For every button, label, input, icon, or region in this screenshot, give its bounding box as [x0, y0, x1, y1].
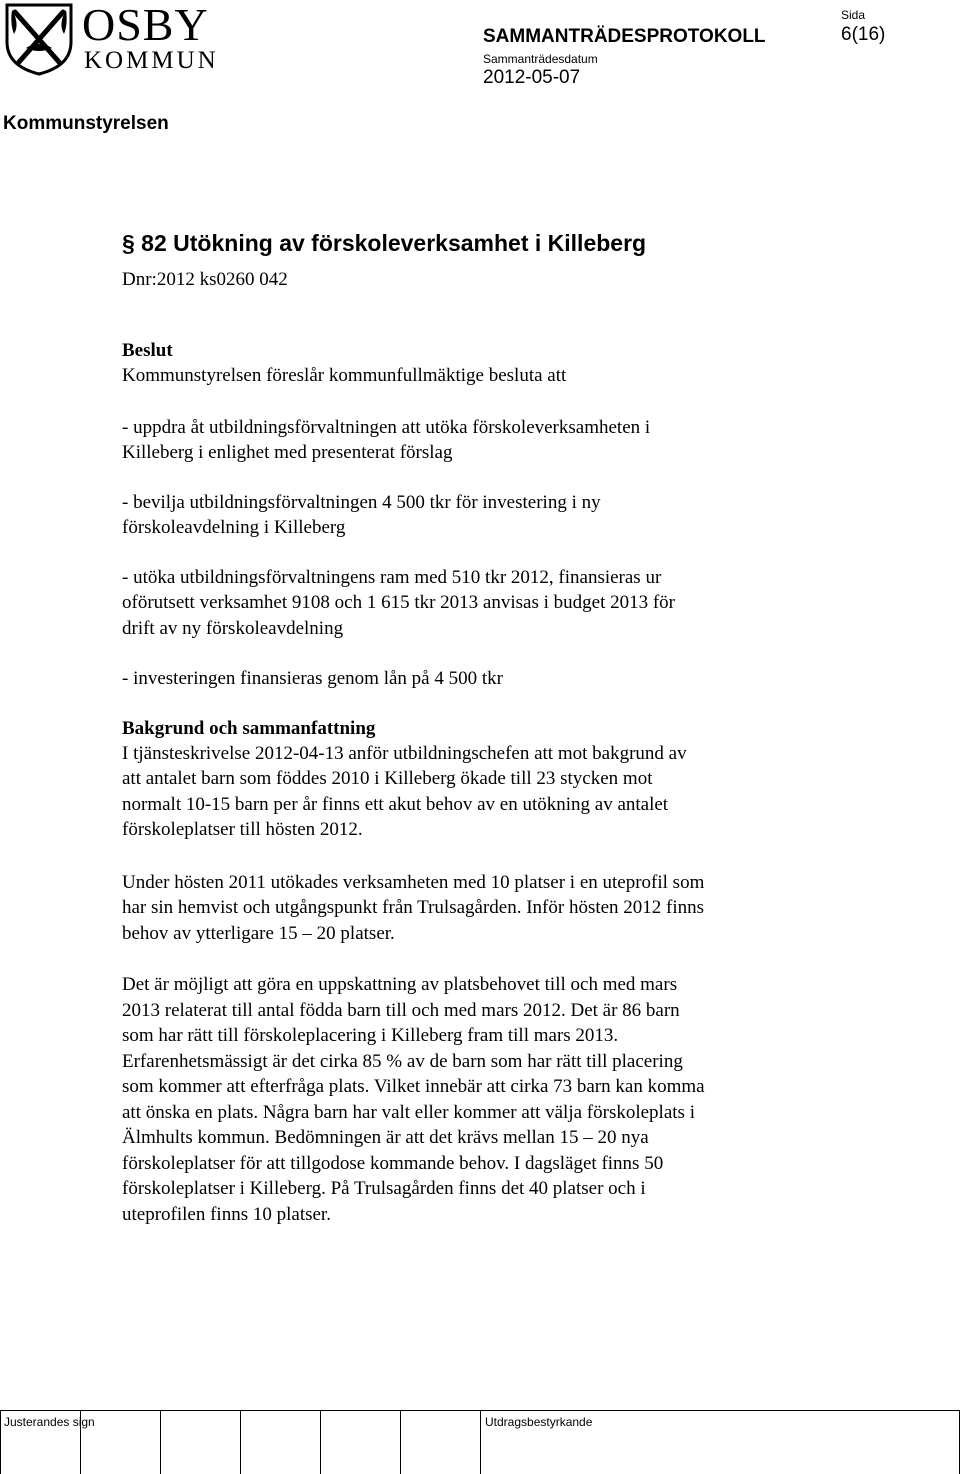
decision-point: - utöka utbildningsförvaltningens ram med 510 tkr 2012, finansieras ur oförutsett verksamhet 9108 och 1 615 tkr 2013 anvisas i budget 2013 för drift av ny förskoleavdelning [122, 566, 676, 639]
background-paragraph: Under hösten 2011 utökades verksamheten med 10 platser i en uteprofil som har sin hemvist och utgångspunkt från Trulsagården. Inför hösten 2012 finns behov av ytterligare 15 – 20 platser. [122, 871, 705, 944]
extract-certification-label: Utdragsbestyrkande [485, 1415, 593, 1429]
signature-cell [80, 1410, 161, 1474]
signature-cell [160, 1410, 241, 1474]
decision-intro: Kommunstyrelsen föreslår kommunfullmäktige besluta att [122, 365, 567, 386]
page-label: Sida [841, 8, 866, 22]
extract-certification-cell [480, 1410, 960, 1474]
org-name: OSBY [82, 0, 209, 50]
background-heading: Bakgrund och sammanfattning [122, 717, 376, 739]
page-number: 6(16) [841, 24, 886, 45]
decision-point: - bevilja utbildningsförvaltningen 4 500 tkr för investering i ny förskoleavdelning i Killeberg [122, 491, 601, 538]
protocol-item [122, 228, 922, 1227]
background-paragraph: I tjänsteskrivelse 2012-04-13 anför utbildningschefen att mot bakgrund av att antalet barn som föddes 2010 i Killeberg ökade till 23 stycken mot normalt 10-15 barn per år finns ett akut behov av en utökning av antalet förskoleplatser till hösten 2012. [122, 742, 687, 840]
case-number: Dnr:2012 ks0260 042 [122, 269, 288, 290]
decision-point: - investeringen finansieras genom lån på 4 500 tkr [122, 668, 503, 689]
meeting-date-label: Sammanträdesdatum [483, 52, 598, 66]
adjuster-sign-label: Justerandes sign [4, 1415, 95, 1429]
signature-table [0, 1410, 960, 1474]
meeting-date: 2012-05-07 [483, 67, 581, 88]
decision-heading: Beslut [122, 340, 173, 361]
item-title: § 82 Utökning av förskoleverksamhet i Killeberg [122, 230, 647, 256]
background-paragraph: Det är möjligt att göra en uppskattning av platsbehovet till och med mars 2013 relaterat till antal födda barn till och med mars 2012. Det är 86 barn som har rätt till förskoleplacering i Killeberg fram till mars 2013. Erfarenhetsmässigt är det cirka 85 % av de barn som har rätt till placering som kommer att efterfråga plats. Vilket innebär att cirka 73 barn kan komma att önska en plats. Några barn har valt eller kommer att välja förskoleplats i Älmhults kommun. Bedömningen är att det krävs mellan 15 – 20 nya förskoleplatser för att tillgodose kommande behov. I dagsläget finns 50 förskoleplatser i Killeberg. På Trulsagården finns det 40 platser och i uteprofilen finns 10 platser. [122, 974, 705, 1225]
signature-cell [320, 1410, 401, 1474]
org-subtitle: KOMMUN [84, 47, 219, 74]
signature-cell [400, 1410, 481, 1474]
signature-cell [0, 1410, 81, 1474]
document-type: SAMMANTRÄDESPROTOKOLL [483, 26, 766, 47]
decision-point: - uppdra åt utbildningsförvaltningen att utöka förskoleverksamheten i Killeberg i enlighet med presenterat förslag [122, 416, 651, 463]
signature-cell [240, 1410, 321, 1474]
osby-coat-of-arms-logo [4, 2, 74, 76]
department-name: Kommunstyrelsen [3, 113, 169, 134]
